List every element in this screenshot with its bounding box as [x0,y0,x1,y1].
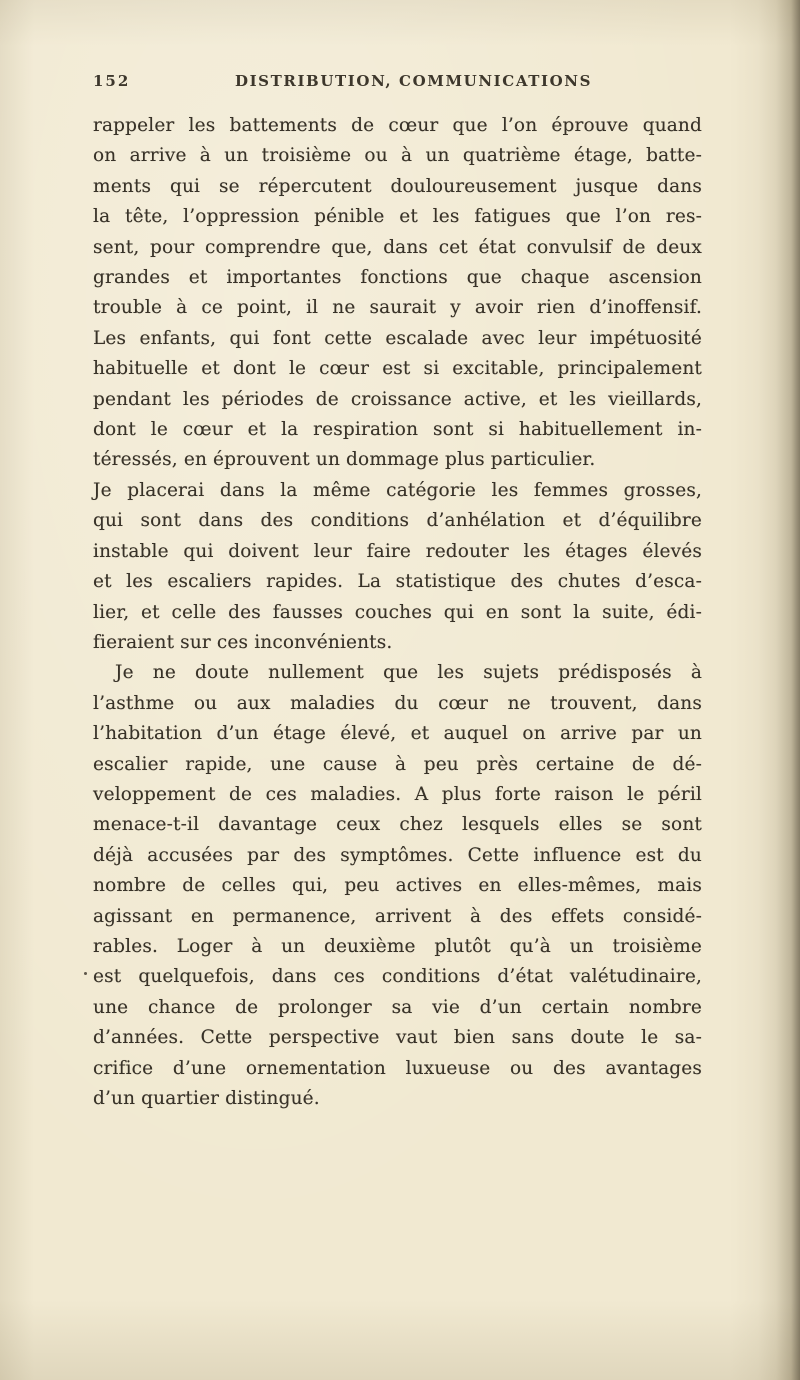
text-line: dont le cœur et la respiration sont si habituellement in- [93,419,702,441]
text-line: la tête, l’oppression pénible et les fatigues que l’on res- [93,206,702,228]
text-line: instable qui doivent leur faire redouter les étages élevés [93,540,702,562]
text-line: crifice d’une ornementation luxueuse ou des avantages [93,1057,702,1079]
text-line: d’années. Cette perspective vaut bien sans doute le sa- [93,1027,702,1049]
text-line: l’asthme ou aux maladies du cœur ne trouvent, dans [93,692,702,714]
text-line: une chance de prolonger sa vie d’un certain nombre [93,996,702,1018]
text-line: fieraient sur ces inconvénients. [93,631,393,653]
text-line: sent, pour comprendre que, dans cet état convulsif de deux [93,236,702,258]
text-line: pendant les périodes de croissance active, et les vieillards, [93,388,702,410]
text-line: habituelle et dont le cœur est si excitable, principalement [93,358,702,380]
text-line: déjà accusées par des symptômes. Cette influence est du [93,844,702,866]
text-line: téressés, en éprouvent un dommage plus particulier. [93,449,596,471]
text-line: trouble à ce point, il ne saurait y avoir rien d’inoffensif. [93,297,702,319]
text-line: menace-t-il davantage ceux chez lesquels elles se sont [93,814,702,836]
text-line: qui sont dans des conditions d’anhélation et d’équilibre [93,510,702,532]
text-line: nombre de celles qui, peu actives en elles-mêmes, mais [93,875,702,897]
text-line: agissant en permanence, arrivent à des effets considé- [93,905,702,927]
page-number: 152 [93,72,131,90]
print-artifact-dot [84,972,87,975]
text-line: Les enfants, qui font cette escalade avec leur impétuosité [93,327,702,349]
text-line: Je placerai dans la même catégorie les femmes grosses, [93,479,702,501]
text-line: d’un quartier distingué. [93,1088,320,1109]
text-line: escalier rapide, une cause à peu près certaine de dé- [93,753,702,775]
text-line: on arrive à un troisième ou à un quatrième étage, batte- [93,145,702,167]
text-line: rables. Loger à un deuxième plutôt qu’à un troisième [93,935,702,957]
text-line: grandes et importantes fonctions que chaque ascension [93,267,702,289]
running-title: DISTRIBUTION, COMMUNICATIONS [234,72,593,90]
page-header [93,72,702,94]
text-line: Je ne doute nullement que les sujets prédisposés à [115,662,702,684]
text-line: veloppement de ces maladies. A plus forte raison le péril [93,783,702,805]
text-line: l’habitation d’un étage élevé, et auquel on arrive par un [93,723,702,745]
text-line: est quelquefois, dans ces conditions d’état valétudinaire, [93,966,702,988]
text-block [93,111,702,1114]
text-line: lier, et celle des fausses couches qui en sont la suite, édi- [93,601,702,623]
text-line: et les escaliers rapides. La statistique des chutes d’esca- [93,571,702,593]
text-line: rappeler les battements de cœur que l’on éprouve quand [93,115,702,136]
text-line: ments qui se répercutent douloureusement jusque dans [93,175,702,197]
